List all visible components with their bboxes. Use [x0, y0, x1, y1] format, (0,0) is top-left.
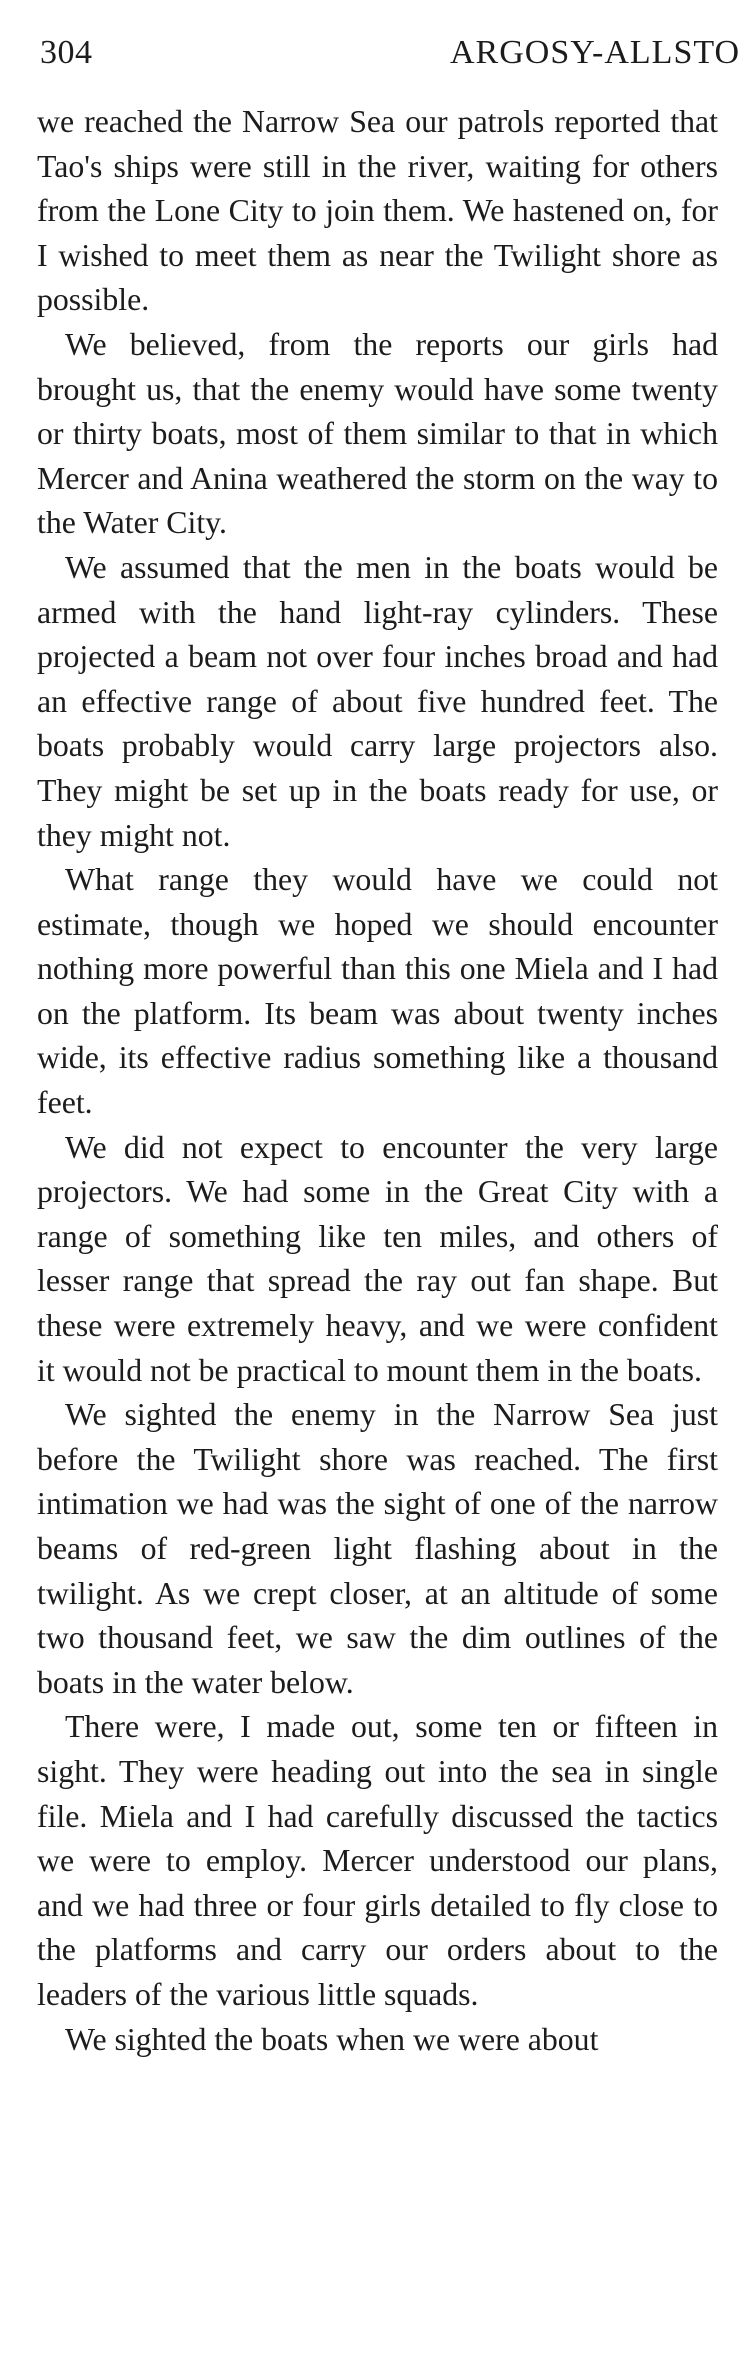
paragraph: We believed, from the reports our girls had brought us, that the enemy would have some twenty or thirty boats, most of them similar to that in which Mercer and Anina weathered the storm on the way to the Water City. — [37, 326, 718, 541]
paragraph: We sighted the enemy in the Narrow Sea just before the Twilight shore was reached. The first intimation we had was the sight of one of the narrow beams of red-green light flashing about in the twilight. As we crept closer, at an altitude of some two thousand feet, we saw the dim outlines of the boats in the water below. — [37, 1397, 718, 1700]
paragraph: What range they would have we could not estimate, though we hoped we should encounter nothing more powerful than this one Miela and I had on the platform. Its beam was about twenty inches wide, its effective radius something like a thousand feet. — [37, 862, 718, 1121]
paragraph-truncated: We sighted the boats when we were about — [65, 2021, 599, 2057]
paragraph: There were, I made out, some ten or fifteen in sight. They were heading out into the sea in single file. Miela and I had carefully discussed the tactics we were to employ. Mercer understood our plans, and we had three or four girls detailed to fly close to the platforms and carry our orders about to the leaders of the various little squads. — [37, 1709, 718, 2012]
page-number: 304 — [40, 34, 93, 71]
text-column — [37, 100, 718, 2062]
running-title: ARGOSY-ALLSTO — [450, 34, 741, 71]
paragraph-continued: we reached the Narrow Sea our patrols reported that Tao's ships were still in the river, waiting for others from the Lone City to join them. We hastened on, for I wished to meet them as near the Twilight shore as possible. — [37, 104, 718, 318]
running-head — [26, 34, 746, 84]
paragraph: We assumed that the men in the boats would be armed with the hand light-ray cylinders. These projected a beam not over four inches broad and had an effective range of about five hundred feet. The boats probably would carry large projectors also. They might be set up in the boats ready for use, or they might not. — [37, 549, 718, 853]
paragraph: We did not expect to encounter the very large projectors. We had some in the Great City with a range of something like ten miles, and others of lesser range that spread the ray out fan shape. But these were extremely heavy, and we were confident it would not be practical to mount them in the boats. — [37, 1129, 718, 1388]
